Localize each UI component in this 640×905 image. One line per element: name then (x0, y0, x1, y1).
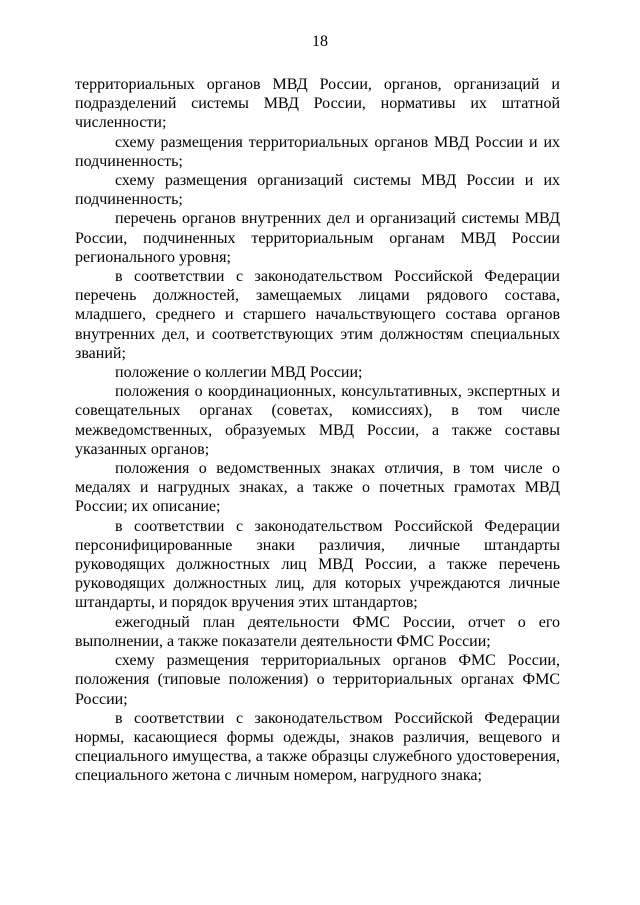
paragraph: в соответствии с законодательством Российской Федерации нормы, касающиеся формы одежды, знаков различия, вещевого и специального имущества, а также образцы служебного удостоверения, специального жетона с личным номером, нагрудного знака; (75, 709, 560, 785)
paragraph: территориальных органов МВД России, органов, организаций и подразделений системы МВД России, нормативы их штатной численности; (75, 76, 560, 132)
page-number: 18 (312, 33, 328, 50)
paragraph: перечень органов внутренних дел и организаций системы МВД России, подчиненных территориальным органам МВД России регионального уровня; (75, 210, 560, 266)
paragraph: положение о коллегии МВД России; (115, 364, 363, 382)
paragraph: в соответствии с законодательством Российской Федерации персонифицированные знаки различия, личные штандарты руководящих должностных лиц МВД России, а также перечень руководящих должностных лиц, для которых учреждаются личные штандарты, и порядок вручения этих штандартов; (75, 517, 560, 612)
paragraph: в соответствии с законодательством Российской Федерации перечень должностей, замещаемых лицами рядового состава, младшего, среднего и старшего начальствующего состава органов внутренних дел, и соответствующих этим должностям специальных званий; (75, 268, 560, 362)
paragraph: схему размещения организаций системы МВД России и их подчиненность; (75, 172, 560, 209)
paragraph: ежегодный план деятельности ФМС России, отчет о его выполнении, а также показатели деятельности ФМС России; (75, 613, 560, 650)
paragraph: положения о координационных, консультативных, экспертных и совещательных органах (советах, комиссиях), в том числе межведомственных, образуемых МВД России, а также составы указанных органов; (75, 383, 560, 458)
paragraph: схему размещения территориальных органов МВД России и их подчиненность; (75, 133, 560, 170)
paragraph: схему размещения территориальных органов ФМС России, положения (типовые положения) о территориальных органах ФМС России; (75, 652, 560, 708)
document-body (75, 75, 560, 786)
paragraph: положения о ведомственных знаках отличия, в том числе о медалях и нагрудных знаках, а также о почетных грамотах МВД России; их описание; (75, 460, 560, 516)
